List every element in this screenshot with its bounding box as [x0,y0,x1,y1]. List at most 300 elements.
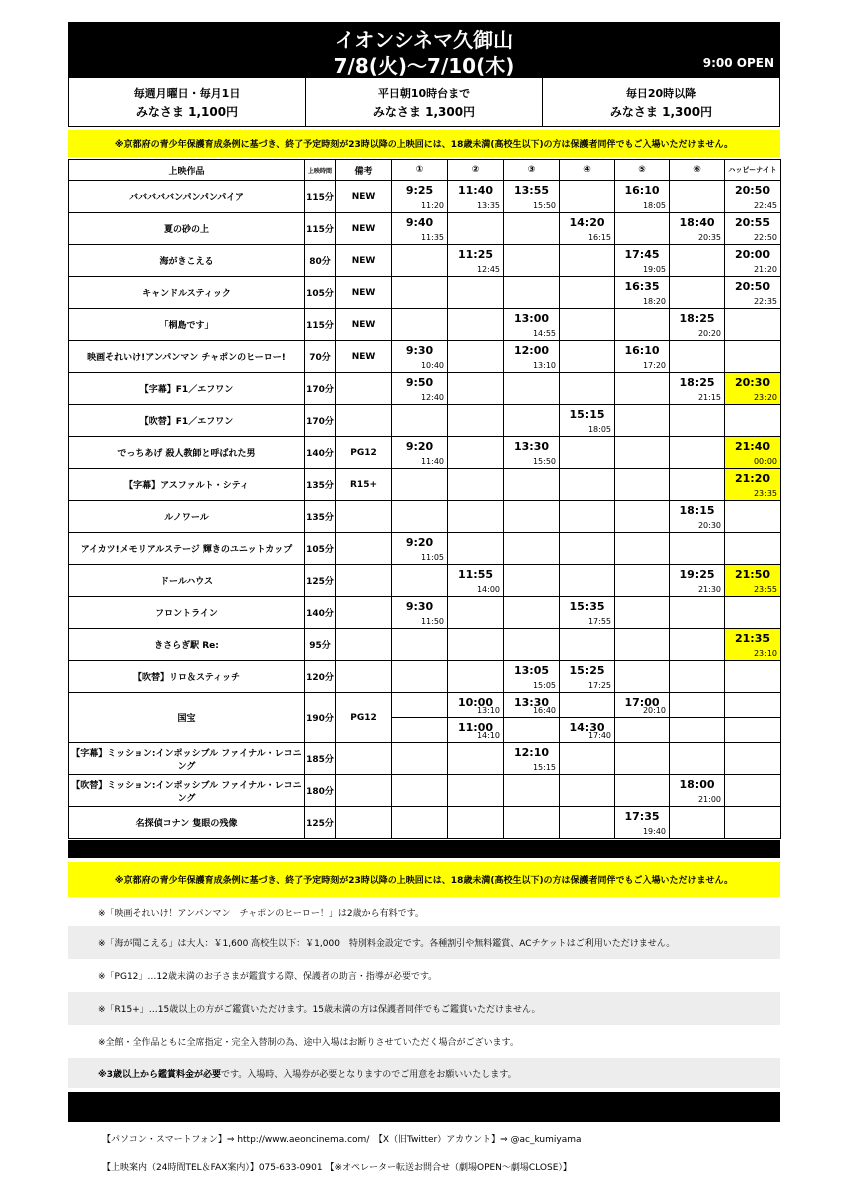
showtime-cell [560,533,615,565]
showtime-cell [670,565,725,597]
showtime-cell [392,469,448,501]
showtime-cell [448,469,504,501]
end-time: 16:15 [587,233,611,242]
end-time: 11:50 [420,617,444,626]
start-time: 11:55 [457,568,493,581]
showtime-cell [615,469,670,501]
showtime-cell [392,213,448,245]
showtime-cell [560,718,615,743]
end-time: 18:05 [642,201,666,210]
price-label: 毎週月曜日・毎月1日 [133,86,241,100]
showtime-cell [615,629,670,661]
showtime-cell [560,405,615,437]
start-time: 11:40 [457,184,493,197]
showtime-cell [725,565,781,597]
showtime-cell [392,661,448,693]
start-time: 15:15 [569,408,605,421]
showtime-cell [448,775,504,807]
showtime-cell [615,277,670,309]
table-row [69,661,781,693]
end-time: 22:45 [753,201,777,210]
movie-duration: 170分 [305,405,336,437]
end-time: 20:30 [697,521,721,530]
showtime-cell [725,309,781,341]
showtime-cell [670,743,725,775]
showtime-cell [560,501,615,533]
showtime-cell [670,181,725,213]
movie-title: ルノワール [69,501,305,533]
showtime-cell [504,807,560,839]
movie-title: 【吹替】F1／エフワン [69,405,305,437]
price-table [68,77,780,127]
showtime-cell [448,277,504,309]
movie-duration: 135分 [305,501,336,533]
end-time: 14:55 [532,329,556,338]
movie-note: NEW [336,277,392,309]
showtime-cell [448,565,504,597]
end-time: 21:30 [697,585,721,594]
table-row [69,533,781,565]
start-time: 11:25 [457,248,493,261]
end-time: 13:10 [532,361,556,370]
end-time: 14:10 [476,731,500,740]
table-header-row [69,160,781,181]
movie-title: 【吹替】ミッション:インポッシブル ファイナル・レコニング [69,775,305,807]
showtime-cell [448,807,504,839]
end-time: 17:40 [587,731,611,740]
showtime-cell [560,213,615,245]
table-row [69,807,781,839]
showtime-cell [615,309,670,341]
showtime-cell [615,807,670,839]
showtime-cell [670,718,725,743]
end-time: 15:05 [532,681,556,690]
start-time: 18:15 [679,504,715,517]
showtime-cell [560,469,615,501]
start-time: 15:25 [569,664,605,677]
start-time: 18:40 [679,216,715,229]
movie-note [336,533,392,565]
showtime-cell [670,629,725,661]
footnote: ※全館・全作品ともに全席指定・完全入替制の為、途中入場はお断りさせていただく場合がございます。 [98,1038,519,1048]
footnote: ※「PG12」…12歳未満のお子さまが鑑賞する際、保護者の助言・指導が必要です。 [98,972,438,982]
showtime-cell [392,245,448,277]
header-title: 上映作品 [69,160,305,181]
showtime-cell [560,597,615,629]
movie-duration: 180分 [305,775,336,807]
start-time: 11:00 [457,721,493,734]
showtime-cell [670,309,725,341]
end-time: 15:50 [532,201,556,210]
movie-duration: 190分 [305,693,336,743]
showtime-cell [560,565,615,597]
start-time: 20:00 [734,248,770,261]
movie-title: 【字幕】ミッション:インポッシブル ファイナル・レコニング [69,743,305,775]
showtime-cell [448,341,504,373]
movie-note: NEW [336,213,392,245]
price-label: 毎日20時以降 [625,86,697,100]
showtime-cell [504,693,560,718]
movie-duration: 170分 [305,373,336,405]
end-time: 23:10 [753,649,777,658]
showtime-cell [615,405,670,437]
showtime-cell [615,597,670,629]
start-time: 16:10 [624,344,660,357]
movie-title: でっちあげ 殺人教師と呼ばれた男 [69,437,305,469]
header-screen-1: ① [392,160,448,181]
table-row [69,277,781,309]
footnote: ※「映画それいけ！アンパンマン チャポンのヒーロー！」は2歳から有料です。 [98,908,424,919]
movie-title: 名探偵コナン 隻眼の残像 [69,807,305,839]
end-time: 12:40 [420,393,444,402]
end-time: 19:40 [642,827,666,836]
start-time: 9:20 [405,536,434,549]
start-time: 18:00 [679,778,715,791]
start-time: 20:30 [734,376,770,389]
end-time: 15:15 [532,763,556,772]
showtime-cell [670,245,725,277]
end-time: 20:10 [642,706,666,715]
movie-note [336,629,392,661]
showtime-cell [725,775,781,807]
showtime-cell [670,661,725,693]
showtime-cell [725,501,781,533]
start-time: 9:50 [405,376,434,389]
end-time: 22:35 [753,297,777,306]
end-time: 18:20 [642,297,666,306]
showtime-cell [448,533,504,565]
end-time: 19:05 [642,265,666,274]
showtime-cell [392,341,448,373]
showtime-cell [725,469,781,501]
footer-web: 【パソコン・スマートフォン】⇒ http://www.aeoncinema.com/ 【X（旧Twitter）アカウント】⇒ @ac_kumiyama [102,1134,582,1145]
movie-note: NEW [336,181,392,213]
showtime-cell [448,743,504,775]
showtime-cell [725,341,781,373]
movie-title: 夏の砂の上 [69,213,305,245]
open-time: 9:00 OPEN [702,56,774,70]
showtime-cell [504,437,560,469]
table-row [69,469,781,501]
start-time: 19:25 [679,568,715,581]
showtime-cell [560,661,615,693]
header-happy-night: ハッピーナイト [725,160,781,181]
showtime-cell [392,718,448,743]
movie-duration: 105分 [305,277,336,309]
movie-note: PG12 [336,437,392,469]
end-time: 00:00 [753,457,777,466]
showtime-cell [670,775,725,807]
start-time: 13:30 [513,696,549,709]
showtime-cell [392,533,448,565]
movie-title: 映画それいけ!アンパンマン チャポンのヒーロー! [69,341,305,373]
showtime-cell [670,373,725,405]
age-notice-bottom: ※京都府の青少年保護育成条例に基づき、終了予定時刻が23時以降の上映回には、18歳未満(高校生以下)の方は保護者同伴でもご入場いただけません。 [68,862,780,897]
table-row [69,565,781,597]
header-note: 備考 [336,160,392,181]
end-time: 21:15 [697,393,721,402]
end-time: 20:35 [697,233,721,242]
showtime-cell [504,501,560,533]
movie-title: 【字幕】F1／エフワン [69,373,305,405]
showtime-cell [504,743,560,775]
table-row [69,629,781,661]
start-time: 21:20 [734,472,770,485]
footnote-rest: です。入場時、入場券が必要となりますのでご用意をお願いいたします。 [221,1069,517,1080]
showtime-cell [725,245,781,277]
showtime-cell [504,341,560,373]
showtime-cell [725,277,781,309]
table-row [69,405,781,437]
table-row [69,437,781,469]
showtime-cell [725,533,781,565]
showtime-cell [392,309,448,341]
showtime-cell [725,661,781,693]
movie-duration: 115分 [305,213,336,245]
showtime-cell [670,405,725,437]
showtime-cell [725,181,781,213]
showtime-cell [725,213,781,245]
showtime-cell [725,718,781,743]
start-time: 13:00 [513,312,549,325]
movie-duration: 120分 [305,661,336,693]
showtime-cell [392,405,448,437]
showtime-cell [615,373,670,405]
start-time: 16:10 [624,184,660,197]
start-time: 18:25 [679,376,715,389]
movie-duration: 135分 [305,469,336,501]
showtime-cell [725,807,781,839]
showtime-cell [448,629,504,661]
end-time: 18:05 [587,425,611,434]
start-time: 17:35 [624,810,660,823]
divider-bar [68,1092,780,1122]
showtime-cell [392,373,448,405]
price-value: みなさま 1,300円 [372,104,476,119]
date-range: 7/8(火)～7/10(木) [333,54,515,78]
showtime-cell [615,245,670,277]
movie-title: バババババンパンパンパイア [69,181,305,213]
header-screen-2: ② [448,160,504,181]
header-screen-6: ⑥ [670,160,725,181]
table-row [69,181,781,213]
movie-duration: 70分 [305,341,336,373]
movie-title: 「桐島です」 [69,309,305,341]
movie-title: フロントライン [69,597,305,629]
showtime-cell [670,807,725,839]
movie-duration: 80分 [305,245,336,277]
schedule-table [68,159,781,839]
showtime-cell [560,181,615,213]
movie-title: 海がきこえる [69,245,305,277]
showtime-cell [560,341,615,373]
showtime-cell [504,565,560,597]
movie-note [336,661,392,693]
showtime-cell [725,597,781,629]
movie-duration: 125分 [305,807,336,839]
movie-duration: 140分 [305,437,336,469]
price-value: みなさま 1,300円 [609,104,713,119]
showtime-cell [615,437,670,469]
end-time: 22:50 [753,233,777,242]
showtime-cell [725,437,781,469]
showtime-cell [615,693,670,718]
showtime-cell [670,501,725,533]
start-time: 12:00 [513,344,549,357]
showtime-cell [725,629,781,661]
showtime-cell [504,718,560,743]
end-time: 20:20 [697,329,721,338]
showtime-cell [670,213,725,245]
price-cell [69,78,306,126]
start-time: 14:20 [569,216,605,229]
footnote [68,1058,780,1088]
start-time: 13:05 [513,664,549,677]
showtime-cell [392,565,448,597]
end-time: 21:00 [697,795,721,804]
showtime-cell [670,533,725,565]
showtime-cell [448,245,504,277]
movie-note [336,373,392,405]
showtime-cell [670,469,725,501]
showtime-cell [504,533,560,565]
showtime-cell [448,405,504,437]
showtime-cell [448,373,504,405]
footnote-bold: ※3歳以上から鑑賞料金が必要 [98,1069,222,1080]
showtime-cell [504,469,560,501]
showtime-cell [670,437,725,469]
cinema-name: イオンシネマ久御山 [334,28,514,52]
start-time: 9:30 [405,600,434,613]
end-time: 14:00 [476,585,500,594]
showtime-cell [725,693,781,718]
footer-phone: 【上映案内（24時間TEL＆FAX案内）】075-633-0901 【※オペレーター転送お問合せ（劇場OPEN～劇場CLOSE）】 [102,1162,572,1173]
showtime-cell [725,373,781,405]
showtime-cell [392,807,448,839]
movie-title: 国宝 [69,693,305,743]
header-screen-4: ④ [560,160,615,181]
showtime-cell [560,629,615,661]
showtime-cell [448,213,504,245]
showtime-cell [448,181,504,213]
movie-note: NEW [336,245,392,277]
movie-title: きさらぎ駅 Re: [69,629,305,661]
movie-note [336,807,392,839]
movie-note [336,597,392,629]
start-time: 16:35 [624,280,660,293]
end-time: 15:50 [532,457,556,466]
end-time: 10:40 [420,361,444,370]
showtime-cell [504,245,560,277]
end-time: 13:10 [476,706,500,715]
start-time: 17:45 [624,248,660,261]
start-time: 20:55 [734,216,770,229]
movie-title: ドールハウス [69,565,305,597]
showtime-cell [615,718,670,743]
showtime-cell [392,437,448,469]
end-time: 17:55 [587,617,611,626]
showtime-cell [392,181,448,213]
movie-duration: 140分 [305,597,336,629]
divider-bar [68,840,780,858]
showtime-cell [615,341,670,373]
start-time: 18:25 [679,312,715,325]
end-time: 16:40 [532,706,556,715]
end-time: 23:55 [753,585,777,594]
start-time: 21:50 [734,568,770,581]
price-cell [306,78,543,126]
end-time: 17:25 [587,681,611,690]
showtime-cell [615,565,670,597]
table-row [69,373,781,405]
showtime-cell [392,597,448,629]
end-time: 21:20 [753,265,777,274]
showtime-cell [670,597,725,629]
movie-title: 【吹替】リロ＆スティッチ [69,661,305,693]
movie-note [336,501,392,533]
showtime-cell [670,341,725,373]
footnote: ※「海が聞こえる」は大人：￥1,600 高校生以下：￥1,000 特別料金設定です。各種割引や無料鑑賞、ACチケットはご利用いただけません。 [68,926,780,959]
table-row [69,743,781,775]
showtime-cell [448,718,504,743]
age-notice-top: ※京都府の青少年保護育成条例に基づき、終了予定時刻が23時以降の上映回には、18歳未満(高校生以下)の方は保護者同伴でもご入場いただけません。 [68,130,780,157]
header [68,22,780,77]
showtime-cell [504,629,560,661]
movie-note: NEW [336,341,392,373]
showtime-cell [504,661,560,693]
showtime-cell [725,743,781,775]
movie-title: 【字幕】アスファルト・シティ [69,469,305,501]
showtime-cell [615,661,670,693]
showtime-cell [560,693,615,718]
table-row [69,693,781,718]
showtime-cell [670,693,725,718]
movie-duration: 125分 [305,565,336,597]
showtime-cell [560,373,615,405]
start-time: 10:00 [457,696,493,709]
end-time: 11:40 [420,457,444,466]
end-time: 11:05 [420,553,444,562]
movie-note [336,743,392,775]
start-time: 20:50 [734,184,770,197]
showtime-cell [448,597,504,629]
header-screen-5: ⑤ [615,160,670,181]
showtime-cell [392,629,448,661]
movie-note: PG12 [336,693,392,743]
start-time: 21:35 [734,632,770,645]
start-time: 9:20 [405,440,434,453]
movie-note [336,775,392,807]
table-row [69,597,781,629]
table-row [69,309,781,341]
showtime-cell [615,533,670,565]
movie-duration: 95分 [305,629,336,661]
showtime-cell [560,245,615,277]
showtime-cell [504,373,560,405]
showtime-cell [615,181,670,213]
table-row [69,341,781,373]
showtime-cell [448,309,504,341]
showtime-cell [615,775,670,807]
showtime-cell [504,277,560,309]
showtime-cell [504,213,560,245]
showtime-cell [392,743,448,775]
start-time: 9:30 [405,344,434,357]
start-time: 14:30 [569,721,605,734]
movie-note: R15+ [336,469,392,501]
movie-duration: 105分 [305,533,336,565]
showtime-cell [504,181,560,213]
